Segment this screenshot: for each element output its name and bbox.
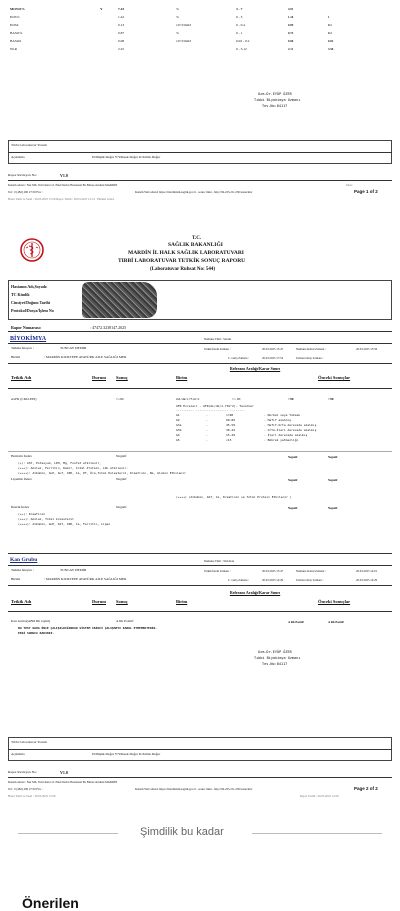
entry-time-label-2: C. Giriş Zamanı : — [228, 578, 249, 582]
divider-text: Şimdilik bu kadar — [140, 826, 224, 838]
gfr-stage-range: 45-59 — [226, 423, 236, 427]
blood-group-prev-1: A Rh Pozitif — [288, 620, 304, 624]
unit-label: Birimi — [11, 355, 21, 359]
hemogram-cell-unit: % — [176, 31, 179, 35]
signature-2-line-1: Uzm.Dr.EYÜP ÖZER — [258, 650, 292, 654]
hemogram-cell-prev2: 3.56 — [328, 47, 334, 51]
col-status-2: Durum — [92, 599, 107, 604]
gfr-stage-dash: - — [206, 428, 208, 432]
gfr-stage-desc: - Hafif azalmış — [264, 418, 292, 422]
col-previous: Önceki Sonuçlar — [318, 375, 351, 380]
hemogram-cell-prev1: 4.91 — [288, 7, 294, 11]
divider-line-right — [252, 833, 382, 834]
footer-page-number-2: Page 2 of 2 — [354, 786, 378, 791]
blood-group-prev-2: A Rh Pozitif — [328, 620, 344, 624]
entry-time-value: 20.03.2025 17:54 — [262, 356, 284, 360]
blood-group-name: Kan Grubu(ABO Rh tayini) — [11, 619, 51, 623]
ministry-logo-icon — [20, 238, 44, 262]
footer-signature: İmza: — [346, 183, 353, 187]
col-previous-2: Önceki Sonuçlar — [318, 599, 351, 604]
hemogram-cell-prev2: 0.02 — [328, 39, 334, 43]
hemogram-cell-value: 0.08 — [118, 39, 125, 43]
approve-time-value-2: 20.03.2025 14:29 — [356, 578, 378, 582]
footer-web-2: Kurum Web adresi: https://mardinism.saglik.gov.tr - sonuc linki - http://94.225.211.230/sonucmu/ — [135, 787, 253, 791]
gfr-stage-stage: G3b — [176, 428, 182, 432]
accept-time-value-2: 20.03.2025 14:01 — [356, 569, 378, 573]
egfr-result: >=90 — [116, 397, 124, 401]
hemogram-cell-prev1: 0.73 — [288, 31, 294, 35]
patient-tc-label: TC Kimlik — [11, 292, 30, 297]
entry-time-value-2: 20.03.2025 14:29 — [262, 578, 284, 582]
gfr-stage-dash: - — [206, 423, 208, 427]
col-result-2: Sonuç — [116, 599, 128, 604]
explanation-label: Açıklama — [11, 155, 25, 159]
egfr-prev-2: >90 — [328, 397, 334, 401]
approve-time-label: Uzman Onay Zamanı : — [296, 356, 324, 360]
hemogram-cell-prev2: 0.2 — [328, 31, 332, 35]
hemogram-cell-prev2: 1 — [328, 15, 330, 19]
section-title-biyokimya: BİYOKİMYA — [10, 336, 47, 342]
signature-2-line-2: Tıbbi Biyokimya Uzmanı — [254, 656, 301, 660]
hemogram-cell-name: BASO% — [10, 31, 23, 35]
footer-address-2: Kurum adresi : Nur Mh. Veli Ozan Cd. Eski Devlet Hastanesi Ek Binası Artuklu MARDİN — [8, 780, 118, 784]
hemogram-cell-value: 7.43 — [118, 7, 125, 11]
gfr-stage-dash: - — [206, 433, 208, 437]
ikterik-result: Negatif — [116, 505, 127, 509]
footer-small-2: Hasta Tarih ve Saati : 30.03.2025 15:59 — [8, 794, 56, 798]
hemoliz-prev-1: Negatif — [288, 455, 298, 459]
hemogram-cell-name: EOS% — [10, 15, 20, 19]
patient-protocol-label: Protokol/Dosya/İşlem No — [11, 308, 54, 313]
hemogram-cell-range: 0 - 3 — [236, 15, 243, 19]
gfr-stage-desc: - Orta-İleri derecede azalmış — [264, 428, 317, 432]
gfr-stage-range: 15-29 — [226, 433, 236, 437]
gfr-stage-desc: - Normal veya Yüksek — [264, 413, 301, 417]
hemogram-cell-range: 0 - 1 — [236, 31, 243, 35]
header-lab-name: MARDİN İL HALK SAĞLIK LABORATUVARI — [128, 250, 244, 256]
ikterik-name: İkterik İndex — [11, 505, 30, 509]
footer-phone-2: Tel : 0 (482) 290 27 00 Fax : — [8, 787, 43, 791]
gfr-stages-title: GFR Evreleri - GFR(mL/dk/1.73m^2)- Tanımlar — [176, 404, 254, 408]
lab-comment-label-2: Tıbbi Laboratuvar Yorum — [11, 740, 47, 744]
unit-value-2: : MARDİN KIZILTEPE ATATÜRK AİLE SAĞLIĞI MER — [44, 577, 127, 581]
gfr-stage-range: <15 — [226, 438, 232, 442]
gfr-title-underline: ---------- ------------------ -------- — [176, 408, 245, 412]
col-unit: Birim — [176, 375, 188, 380]
revision-value-2: V1.0 — [60, 770, 68, 775]
hemogram-cell-range: 0.02 - 0.2 — [236, 39, 250, 43]
accept-time-label-2: Numune Kabul Zamanı : — [296, 569, 326, 573]
hemoliz-result: Negatif — [116, 454, 127, 458]
gfr-stage-stage: G3a — [176, 423, 182, 427]
hemogram-cell-name: BASO# — [10, 39, 22, 43]
hemogram-cell-name: NLR — [10, 47, 17, 51]
ikterik-note-2: (+++): Amilaz, Total kolesterol — [18, 517, 74, 521]
egfr-reference: >= 90 — [232, 397, 241, 401]
ikterik-prev-2: Negatif — [328, 506, 338, 510]
col-test-name: Tetkik Adı — [11, 375, 32, 380]
hemogram-cell-prev1: 1.16 — [288, 15, 294, 19]
unit-value: : MARDİN KIZILTEPE ATATÜRK AİLE SAĞLIĞI MER — [44, 355, 127, 359]
unit-label-2: Birimi — [11, 577, 21, 581]
gfr-stage-dash: - — [206, 438, 208, 442]
gfr-stage-stage: G4 — [176, 433, 180, 437]
divider-line-left — [18, 833, 118, 834]
col-reference-2: Referans Aralığı/Karar Sınırı — [229, 590, 281, 595]
footer-phone: Tel : 0 (482) 290 27 00 Fax : — [8, 190, 43, 194]
hemogram-cell-name: EOS# — [10, 23, 19, 27]
egfr-prev-1: >90 — [288, 397, 294, 401]
sample-type: Numune Türü : Serum — [204, 337, 232, 341]
hemogram-cell-range: 0 - 0.4 — [236, 23, 246, 27]
hemogram-cell-prev1: 0.09 — [288, 23, 294, 27]
gfr-stage-dash: - — [206, 418, 208, 422]
ikterik-note-1: (++): Kreatinin — [18, 512, 46, 516]
report-number-value: : 47472.3238147.2025 — [90, 325, 127, 330]
gfr-stage-desc: - İleri derecede azalmış — [264, 433, 308, 437]
requester-value: TUNCAY DEMİR — [60, 346, 87, 350]
col-reference: Referans Aralığı/Karar Sınırı — [229, 366, 281, 371]
header-license: (Laboratuvar Ruhsat No: 544) — [150, 267, 216, 272]
blood-group-note-2: ESKİ SONUCA BAKINIZ. — [18, 631, 55, 635]
hemogram-cell-range: 3 - 7 — [236, 7, 243, 11]
col-unit-2: Birim — [176, 599, 188, 604]
col-test-name-2: Tetkik Adı — [11, 599, 32, 604]
accept-time-label: Numune Kabul Zamanı : — [296, 347, 326, 351]
signature-line-3: Tes.No:84117 — [262, 104, 288, 108]
ikterik-note-3: (++++): Albümin, ALP, AST, CRP, Ca, Ferritin, Lipaz — [18, 522, 111, 526]
hemoliz-note-3: (++++): Albümin, ALP, ALT, CRP, Ca, PT, Üre,Total Kolesterol, Kreatinin, Na, Glukoz Etkilenir — [18, 471, 186, 475]
lipemik-result: Negatif — [116, 477, 127, 481]
hemogram-cell-unit: 10^3/mm3 — [176, 39, 192, 43]
revision-label: Rapor Revizyon No: — [8, 173, 37, 177]
header-tc: T.C. — [192, 236, 202, 241]
hemogram-cell-prev1: 2.11 — [288, 47, 294, 51]
footer-page-number: Page 1 of 2 — [354, 189, 378, 194]
blood-group-note-1: BU TEST DAHA ÖNCE ÇALIŞILDIĞINDAN SİSTEM İKİNCİ ÇALIŞMAYI KABUL ETMEMEKTEDİR. — [18, 626, 158, 630]
lipemik-name: Lipemik İndex — [11, 477, 32, 481]
accept-time-value: 20.03.2025 13:56 — [356, 347, 378, 351]
signature-line-1: Uzm.Dr.EYÜP ÖZER — [258, 92, 292, 96]
request-time-value-2: 20.03.2025 13:47 — [262, 569, 284, 573]
lab-comment-label: Tıbbi Laboratuvar Yorum — [11, 143, 47, 147]
hemoliz-name: Hemoliz İndex — [11, 454, 32, 458]
hemogram-cell-unit: % — [176, 15, 179, 19]
request-time-value: 20.03.2025 13:47 — [262, 347, 284, 351]
hemogram-cell-value: 1.42 — [118, 15, 125, 19]
hemoliz-prev-2: Negatif — [328, 455, 338, 459]
footer-small-right-2: Rapor Tarihi : 20.03.2025 14:29 — [300, 794, 339, 798]
lipemik-prev-1: Negatif — [288, 478, 298, 482]
revision-label-2: Rapor Revizyon No: — [8, 770, 37, 774]
blood-group-result: A Rh Pozitif — [116, 619, 134, 623]
sample-type-2: Numune Türü : Tam Kan — [204, 559, 235, 563]
hemogram-cell-flag: Y — [100, 7, 103, 11]
patient-info-box — [8, 280, 392, 320]
hemogram-cell-unit: % — [176, 7, 179, 11]
lipemik-prev-2: Negatif — [328, 478, 338, 482]
request-time-label-2: Tetkik İstem Zamanı : — [204, 569, 231, 573]
footer-small: Hasta Tarih ve Saati : 30.03.2025 15:59 Rapor Tarihi : 28.03.2025 12:14 · Hizmet Gönd. — [8, 197, 115, 201]
explanation-label-2: Açıklama — [11, 752, 25, 756]
request-time-label: Tetkik İstem Zamanı : — [204, 347, 231, 351]
report-number-label: Rapor Numarası: — [11, 325, 42, 330]
requester-label: Tetkiki İsteyen : — [11, 346, 34, 350]
signature-2-line-3: Tes.No:84117 — [262, 662, 288, 666]
revision-value: V1.0 — [60, 173, 68, 178]
hemogram-cell-value: 2.25 — [118, 47, 125, 51]
footer-address: Kurum adresi : Nur Mh. Veli Ozan Cd. Eski Devlet Hastanesi Ek Binası Artuklu MARDİN — [8, 183, 118, 187]
col-result: Sonuç — [116, 375, 128, 380]
gfr-stage-desc: - Böbrek yetmezliği — [264, 438, 299, 442]
gfr-stage-dash: - — [206, 413, 208, 417]
hemoliz-note-2: (+++): Amilaz, Ferritin, Demir, total Protein, LDL etkilenir. — [18, 466, 129, 470]
section-title-kan-grubu: Kan Grubu — [10, 557, 38, 563]
suggested-heading: Önerilen — [22, 895, 79, 911]
gfr-stage-range: 60-89 — [226, 418, 236, 422]
hemogram-cell-name: MONO% — [10, 7, 25, 11]
header-report-title: TIBBİ LABORATUVAR TETKİK SONUÇ RAPORU — [118, 258, 246, 264]
gfr-stage-range: >=90 — [226, 413, 234, 417]
explanation-text-2: D:Düşük Değer Y:Yüksek Değer K:Kritik Değer — [92, 752, 161, 756]
gfr-stage-range: 30-44 — [226, 428, 236, 432]
ikterik-prev-1: Negatif — [288, 506, 298, 510]
requester-label-2: Tetkiki İsteyen : — [11, 568, 34, 572]
gfr-stage-desc: - Hafif-Orta derecede azalmış — [264, 423, 317, 427]
lipemik-note: (++++) (Albümin, AST, Ca, Kreatinin ve Total Protein Etkilenir ) — [176, 495, 292, 499]
hemogram-cell-value: 0.87 — [118, 31, 125, 35]
egfr-name: eGFR (CKD-EPI) — [11, 397, 37, 401]
patient-name-label: Hastanın Adı,Soyadı: — [11, 284, 48, 289]
col-status: Durum — [92, 375, 107, 380]
hemogram-cell-unit: 10^3/mm3 — [176, 23, 192, 27]
hemogram-cell-value: 0.13 — [118, 23, 125, 27]
signature-line-2: Tıbbi Biyokimya Uzmanı — [254, 98, 301, 102]
redacted-patient-info — [82, 282, 157, 318]
header-ministry: SAĞLIK BAKANLIĞI — [168, 242, 223, 248]
explanation-text: D:Düşük Değer Y:Yüksek Değer K:Kritik Değer — [92, 155, 161, 159]
gfr-stage-stage: G1 — [176, 413, 180, 417]
patient-gender-label: Cinsiyet/Doğum Tarihi — [11, 300, 51, 305]
gfr-stage-stage: G2 — [176, 418, 180, 422]
approve-time-label-2: Uzman Onay Zamanı : — [296, 578, 324, 582]
footer-web: Kurum Web adresi: https://mardinism.saglik.gov.tr - sonuc linki - http://94.225.211.230/sonucmu/ — [135, 190, 253, 194]
hemogram-cell-prev1: 0.06 — [288, 39, 294, 43]
entry-time-label: C. Giriş Zamanı : — [228, 356, 249, 360]
requester-value-2: TUNCAY DEMİR — [60, 568, 87, 572]
hemoliz-note-1: (+): AST, Potasyum, LDH, Mg, Fosfat etkilenir, — [18, 461, 102, 465]
gfr-stage-stage: G5 — [176, 438, 180, 442]
egfr-unit: mL/dk/1.73 m^2 — [176, 397, 200, 401]
hemogram-cell-prev2: 0.1 — [328, 23, 332, 27]
hemogram-cell-range: 0 - 3.12 — [236, 47, 247, 51]
